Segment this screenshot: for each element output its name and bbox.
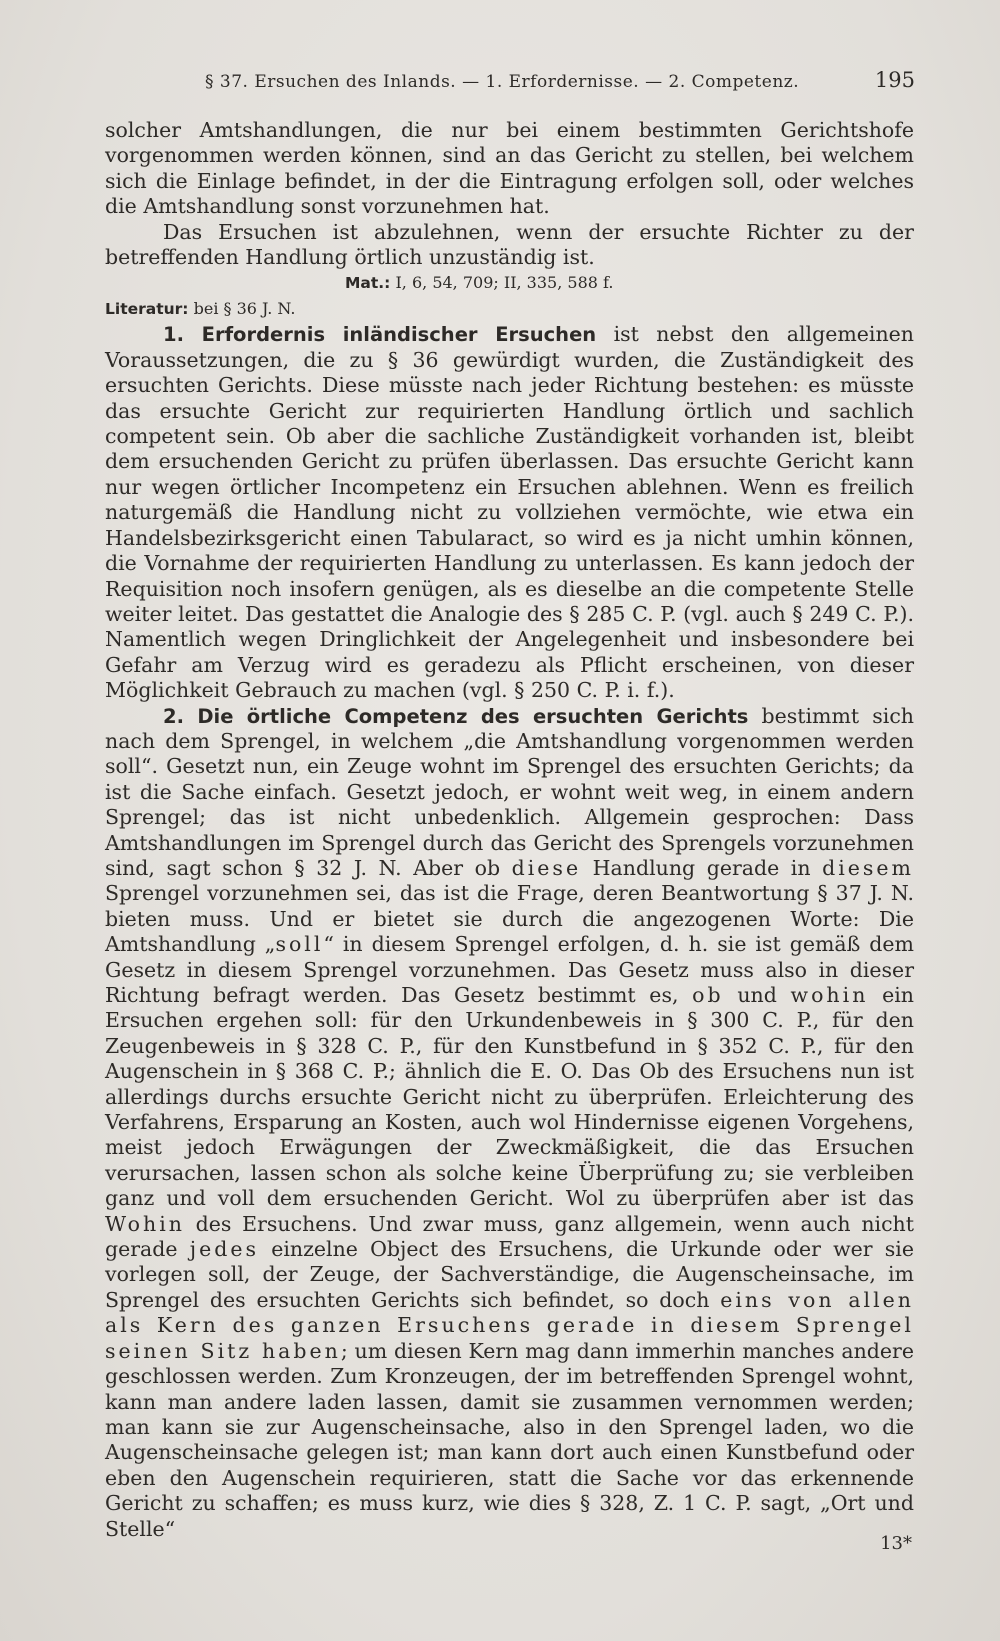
literature-label: Literatur: (105, 300, 189, 319)
section-1-text: ist nebst den allgemeinen Voraussetzungen, die zu § 36 gewürdigt wurden, die Zuständigkeit des ersuchten Gerichts. Diese müsste nach jeder Richtung bestehen: es müsste das ersuchte Gericht zur requirierten Handlung örtlich und sachlich competent sein. Ob aber die sachliche Zuständigkeit vorhanden ist, bleibt dem ersuchenden Gericht zu prüfen überlassen. Das ersuchte Gericht kann nur wegen örtlicher Incompetenz ein Ersuchen ablehnen. Wenn es freilich naturgemäß die Handlung nicht zu vollziehen vermöchte, wie etwa ein Handelsbezirksgericht einen Tabularact, so wird es ja nicht umhin können, die Vornahme der requirierten Handlung zu unterlassen. Es kann jedoch der Requisition noch insofern genügen, als es dieselbe an die competente Stelle weiter leitet. Das gestattet die Analogie des § 285 C. P. (vgl. auch § 249 C. P.). Namentlich wegen Dringlichkeit der Angelegenheit und insbesondere bei Gefahr am Verzug wird es geradezu als Pflicht erscheinen, von dieser Möglichkeit Gebrauch zu machen (vgl. § 250 C. P. i. f.). (105, 322, 914, 703)
intro-paragraph-rule: Das Ersuchen ist abzulehnen, wenn der ersuchte Richter zu der betreffenden Handlung örtlich unzuständig ist. (105, 219, 914, 270)
section-2-text-2: Handlung gerade in (581, 855, 823, 880)
page-header (105, 66, 915, 102)
section-2-text-8: einzelne Object des Ersuchens, die Urkunde oder wer sie vorlegen soll, der Zeuge, der Sachverständige, die Augenscheinsache, im Sprengel des ersuchten Gerichts sich befindet, so doch (105, 1237, 914, 1312)
emphasis-diesem: diesem (822, 855, 914, 880)
section-2-paragraph (105, 704, 914, 1542)
section-2-text-1: bestimmt sich nach dem Sprengel, in welchem „die Amtshandlung vorgenommen werden soll“. Gesetzt nun, ein Zeuge wohnt im Sprengel des ersuchten Gerichts; da ist die Sache einfach. Gesetzt jedoch, er wohnt weit weg, in einem andern Sprengel; das ist nicht unbedenklich. Allgemein gesprochen: Dass Amtshandlungen im Sprengel durch das Gericht des Sprengels vorzunehmen sind, sagt schon § 32 J. N. Aber ob (105, 703, 914, 880)
section-2-text-6: ein Ersuchen ergehen soll: für den Urkundenbeweis in § 300 C. P., für den Zeugenbeweis in § 328 C. P., für den Kunstbefund in § 352 C. P., für den Augenschein in § 368 C. P.; ähnlich die E. O. Das Ob des Ersuchens nun ist allerdings durchs ersuchte Gericht nicht zu überprüfen. Erleichterung des Verfahrens, Ersparung an Kosten, auch wol Hindernisse eigenen Vorgehens, meist jedoch Erwägungen der Zweckmäßigkeit, die das Ersuchen verursachen, lassen schon als solche keine Überprüfung zu; sie verbleiben ganz und voll dem ersuchenden Gericht. Wol zu überprüfen aber ist das (105, 983, 914, 1211)
page-number: 195 (874, 68, 915, 92)
running-head: § 37. Ersuchen des Inlands. — 1. Erfordernisse. — 2. Competenz. (205, 72, 800, 92)
section-2-text-5: und (723, 983, 791, 1007)
materials-label: Mat.: (345, 274, 391, 293)
section-1-heading: 1. Erfordernis inländischer Ersuchen (163, 323, 597, 347)
section-2-text-7: des Ersuchens. Und zwar muss, ganz allgemein, wenn auch nicht gerade (105, 1211, 914, 1262)
emphasis-soll: soll (275, 932, 324, 957)
section-2-text-3: Sprengel vorzunehmen sei, das ist die Frage, deren Beantwortung § 37 J. N. bieten muss. Und er bietet sie durch die angezogenen Worte: Die Amtshandlung „ (105, 881, 914, 957)
emphasis-wohin: wohin (790, 983, 869, 1007)
section-2-text-9: ; um diesen Kern mag dann immerhin manches andere geschlossen werden. Zum Kronzeugen, der im betreffenden Sprengel wohnt, kann man andere laden lassen, damit sie zusammen vernommen werden; man kann sie zur Augenscheinsache, also in den Sprengel laden, wo die Augenscheinsache gelegen ist; man kann dort auch einen Kunstbefund oder eben den Augenschein requirieren, statt die Sache vor das erkennende Gericht zu schaffen; es muss kurz, wie dies § 328, Z. 1 C. P. sagt, „Ort und Stelle“ (105, 1338, 914, 1541)
literature-reference (105, 296, 914, 322)
emphasis-diese: diese (511, 855, 582, 880)
sheet-signature: 13* (880, 1533, 912, 1554)
materials-reference (105, 270, 914, 296)
emphasis-kern-passage: eins von allen als Kern des ganzen Ersuchens gerade in diesem Sprengel seinen Sitz haben (105, 1287, 914, 1363)
section-2-heading: 2. Die örtliche Competenz des ersuchten Gerichts (163, 704, 749, 728)
literature-text: bei § 36 J. N. (188, 299, 296, 319)
emphasis-ob: ob (692, 983, 724, 1007)
intro-paragraph-continued: solcher Amtshandlungen, die nur bei einem bestimmten Gerichtshofe vorgenommen werden können, sind an das Gericht zu stellen, bei welchem sich die Einlage befindet, in der die Eintragung erfolgen soll, oder welches die Amtshandlung sonst vorzunehmen hat. (105, 118, 914, 219)
page-body (105, 118, 914, 1542)
emphasis-jedes: jedes (189, 1237, 259, 1262)
materials-text: I, 6, 54, 709; II, 335, 588 f. (390, 273, 614, 293)
section-1-paragraph (105, 322, 914, 703)
section-2-text-4: “ in diesem Sprengel erfolgen, d. h. sie ist gemäß dem Gesetz in diesem Sprengel vorzunehmen. Das Gesetz muss also in dieser Richtung befragt werden. Das Gesetz bestimmt es, (105, 932, 914, 1007)
emphasis-wohin-2: Wohin (105, 1211, 185, 1236)
